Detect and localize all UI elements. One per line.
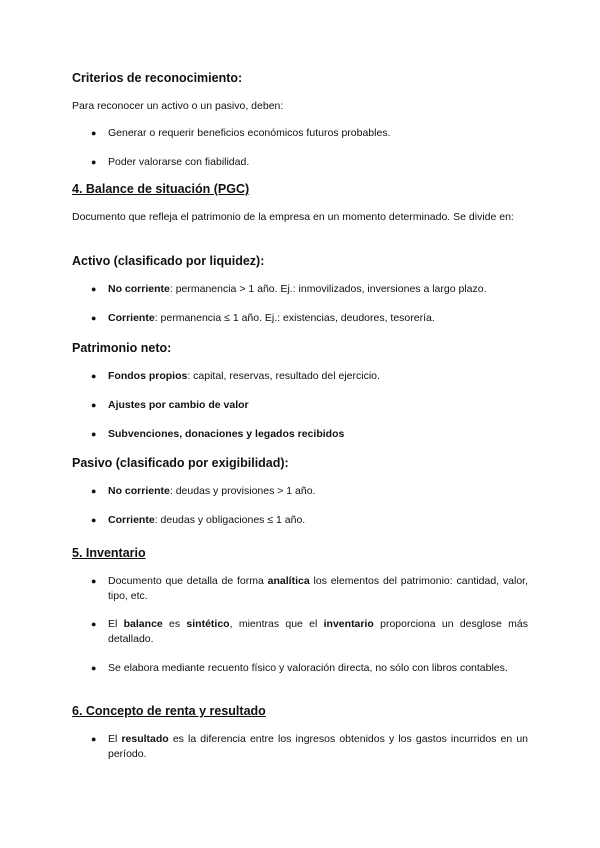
term: Corriente bbox=[108, 312, 155, 324]
text-run: es bbox=[162, 618, 187, 630]
list-item-text: Poder valorarse con fiabilidad. bbox=[108, 156, 250, 168]
balance-intro: Documento que refleja el patrimonio de la empresa en un momento determinado. Se divide en: bbox=[72, 211, 514, 223]
emphasis: resultado bbox=[121, 733, 169, 745]
definition: : permanencia > 1 año. Ej.: inmovilizados, inversiones a largo plazo. bbox=[169, 283, 487, 295]
balance-heading: 4. Balance de situación (PGC) bbox=[72, 182, 250, 196]
term: Subvenciones, donaciones y legados recibidos bbox=[108, 428, 345, 440]
term: Corriente bbox=[108, 514, 155, 526]
emphasis: balance bbox=[123, 618, 163, 630]
term: No corriente bbox=[108, 283, 170, 295]
text-run: es la diferencia entre los ingresos obtenidos y los gastos incurridos en un período. bbox=[108, 733, 528, 760]
bullet-icon: ● bbox=[91, 429, 97, 439]
list-item bbox=[91, 126, 528, 141]
definition: : deudas y obligaciones ≤ 1 año. bbox=[154, 514, 306, 526]
definition: : permanencia ≤ 1 año. Ej.: existencias, deudores, tesorería. bbox=[154, 312, 435, 324]
list-item bbox=[91, 484, 528, 499]
bullet-icon: ● bbox=[91, 515, 97, 525]
criterios-heading: Criterios de reconocimiento: bbox=[72, 71, 243, 85]
term: Fondos propios bbox=[108, 370, 188, 382]
list-item-text: Generar o requerir beneficios económicos futuros probables. bbox=[108, 127, 391, 139]
definition: : capital, reservas, resultado del ejercicio. bbox=[187, 370, 380, 382]
list-item bbox=[91, 661, 528, 676]
text-run: Documento que detalla de forma bbox=[108, 575, 268, 587]
list-item bbox=[91, 732, 528, 762]
list-item bbox=[91, 282, 528, 297]
renta-heading: 6. Concepto de renta y resultado bbox=[72, 704, 266, 718]
list-item bbox=[91, 427, 528, 442]
criterios-intro: Para reconocer un activo o un pasivo, deben: bbox=[72, 100, 284, 112]
list-item-text: Se elabora mediante recuento físico y valoración directa, no sólo con libros contables. bbox=[108, 662, 508, 674]
list-item bbox=[91, 617, 528, 647]
text-run: El bbox=[108, 733, 122, 745]
bullet-icon: ● bbox=[91, 284, 97, 294]
text-run: El bbox=[108, 618, 124, 630]
term: No corriente bbox=[108, 485, 170, 497]
list-item bbox=[91, 369, 528, 384]
list-item bbox=[91, 513, 528, 528]
definition: : deudas y provisiones > 1 año. bbox=[169, 485, 316, 497]
text-run: los elementos del patrimonio: cantidad, valor, tipo, etc. bbox=[108, 575, 528, 602]
term: Ajustes por cambio de valor bbox=[108, 399, 249, 411]
list-item bbox=[91, 155, 528, 170]
bullet-icon: ● bbox=[91, 157, 97, 167]
bullet-icon: ● bbox=[91, 576, 97, 586]
emphasis: inventario bbox=[323, 618, 374, 630]
emphasis: analítica bbox=[267, 575, 310, 587]
list-item bbox=[91, 398, 528, 413]
bullet-icon: ● bbox=[91, 663, 97, 673]
bullet-icon: ● bbox=[91, 371, 97, 381]
pasivo-heading: Pasivo (clasificado por exigibilidad): bbox=[72, 456, 289, 470]
bullet-icon: ● bbox=[91, 734, 97, 744]
bullet-icon: ● bbox=[91, 400, 97, 410]
bullet-icon: ● bbox=[91, 486, 97, 496]
bullet-icon: ● bbox=[91, 128, 97, 138]
inventario-heading: 5. Inventario bbox=[72, 546, 146, 560]
activo-heading: Activo (clasificado por liquidez): bbox=[72, 254, 265, 268]
list-item bbox=[91, 311, 528, 326]
emphasis: sintético bbox=[186, 618, 230, 630]
text-run: proporciona un desglose más detallado. bbox=[108, 618, 528, 645]
patrimonio-heading: Patrimonio neto: bbox=[72, 341, 172, 355]
list-item bbox=[91, 574, 528, 604]
bullet-icon: ● bbox=[91, 619, 97, 629]
text-run: , mientras que el bbox=[229, 618, 324, 630]
bullet-icon: ● bbox=[91, 313, 97, 323]
